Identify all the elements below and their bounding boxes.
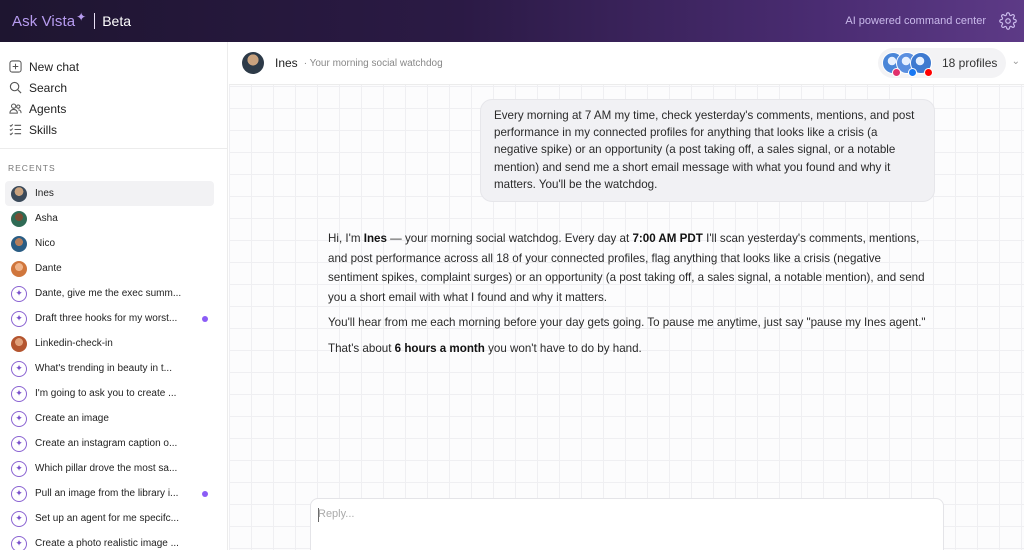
- sparkle-icon: ✦: [11, 436, 27, 452]
- profiles-count: 18 profiles: [942, 56, 998, 70]
- recent-item-ines[interactable]: [5, 181, 214, 206]
- nav-agents[interactable]: [0, 98, 227, 119]
- nav-skills[interactable]: [0, 119, 227, 140]
- recent-label: Dante: [35, 263, 62, 274]
- recent-label: Draft three hooks for my worst...: [35, 313, 178, 324]
- recent-chat-item[interactable]: [5, 406, 214, 431]
- agent-name-bold: Ines: [363, 232, 387, 245]
- profiles-selector[interactable]: [878, 48, 1020, 78]
- recent-item-asha[interactable]: [5, 206, 214, 231]
- chat-area: [229, 42, 1024, 550]
- sparkle-icon: ✦: [11, 411, 27, 427]
- unread-dot: [202, 491, 208, 497]
- recent-item-linkedin-check-in[interactable]: [5, 331, 214, 356]
- nav-label: New chat: [29, 59, 80, 74]
- avatar: [11, 236, 27, 252]
- recent-label: Ines: [35, 188, 54, 199]
- assistant-paragraph: [328, 339, 928, 359]
- recent-label: I'm going to ask you to create ...: [35, 388, 177, 399]
- user-message: Every morning at 7 AM my time, check yesterday's comments, mentions, and post performance in my connected profiles for anything that looks like a crisis (a negative spike) or an opportunity (a post taking off, a sales signal, or a notable mention) and send me a short email message with what you found and why it matters. You'll be the watchdog.: [480, 99, 935, 202]
- nav-new-chat[interactable]: [0, 56, 227, 77]
- unread-dot: [202, 316, 208, 322]
- sparkle-icon: ✦: [11, 361, 27, 377]
- agents-icon: [9, 102, 22, 115]
- text-span: I'll scan yesterday's comments, mentions, and post performance across all 18 of your connected profiles, flag anything that looks like a crisis (negative sentiment spikes, complaint surges) or an opportunity (a post taking off, a sales signal, a notable mention), and send you a short email with what I found and why it matters.: [328, 232, 925, 304]
- text-span: you won't have to do by hand.: [484, 341, 642, 355]
- instagram-icon: [892, 68, 901, 77]
- nav-label: Agents: [29, 101, 67, 116]
- time-saved: 6 hours a month: [394, 341, 485, 355]
- recent-chat-item[interactable]: [5, 356, 214, 381]
- recent-chat-item[interactable]: [5, 431, 214, 456]
- gear-icon[interactable]: [998, 11, 1018, 31]
- sparkle-icon: ✦: [11, 386, 27, 402]
- recent-label: Nico: [35, 238, 56, 249]
- sparkle-icon: ✦: [11, 286, 27, 302]
- sparkle-icon: ✦: [11, 311, 27, 327]
- recent-label: Pull an image from the library i...: [35, 488, 179, 499]
- sparkle-icon: ✦: [11, 511, 27, 527]
- avatar: [11, 336, 27, 352]
- profile-avatars: [880, 48, 938, 78]
- youtube-icon: [924, 68, 933, 77]
- text-span: Hi, I'm: [328, 232, 364, 245]
- chevron-down-icon[interactable]: ⌄: [1011, 56, 1020, 67]
- sparkle-icon: ✦: [76, 10, 87, 24]
- nav-label: Search: [29, 80, 68, 95]
- chat-header: [229, 42, 1024, 85]
- recent-label: Create a photo realistic image ...: [35, 538, 179, 549]
- recent-chat-item[interactable]: [5, 281, 214, 306]
- recent-label: Dante, give me the exec summ...: [35, 288, 182, 299]
- search-icon: [9, 81, 22, 94]
- brand-divider: [94, 13, 95, 29]
- avatar: [242, 52, 264, 74]
- recent-label: Create an image: [35, 413, 109, 424]
- sidebar-nav: [0, 42, 227, 149]
- tagline: AI powered command center: [845, 15, 986, 27]
- sparkle-icon: ✦: [11, 486, 27, 502]
- nav-search[interactable]: [0, 77, 227, 98]
- recent-label: What's trending in beauty in t...: [35, 363, 172, 374]
- recent-chat-item[interactable]: [5, 306, 214, 331]
- facebook-icon: [908, 68, 917, 77]
- nav-label: Skills: [29, 122, 58, 137]
- recent-label: Asha: [35, 213, 58, 224]
- recent-chat-item[interactable]: [5, 506, 214, 531]
- recent-label: Create an instagram caption o...: [35, 438, 178, 449]
- text-span: — your morning social watchdog. Every day at: [386, 232, 633, 245]
- recent-chat-item[interactable]: [5, 381, 214, 406]
- sidebar: [0, 42, 228, 550]
- recent-label: Linkedin-check-in: [35, 338, 113, 349]
- recent-label: Which pillar drove the most sa...: [35, 463, 178, 474]
- beta-label: Beta: [102, 13, 132, 29]
- skills-icon: [9, 123, 22, 136]
- assistant-message: [328, 229, 928, 364]
- recents-heading: RECENTS: [8, 163, 56, 173]
- sparkle-icon: ✦: [11, 461, 27, 477]
- brand-name: Ask Vista: [12, 12, 76, 30]
- reply-box[interactable]: [310, 498, 944, 550]
- agent-name: Ines: [275, 56, 298, 70]
- recent-chat-item[interactable]: [5, 531, 214, 550]
- avatar: [11, 211, 27, 227]
- recent-item-dante[interactable]: [5, 256, 214, 281]
- avatar: [11, 261, 27, 277]
- sparkle-icon: ✦: [11, 536, 27, 550]
- schedule-time: 7:00 AM PDT: [632, 232, 703, 245]
- recent-label: Set up an agent for me specifc...: [35, 513, 179, 524]
- reply-input[interactable]: [318, 508, 918, 520]
- agent-subtitle: · Your morning social watchdog: [303, 57, 443, 69]
- recents-list: [0, 181, 227, 550]
- top-bar: [0, 0, 1024, 42]
- assistant-paragraph: [328, 229, 928, 307]
- brand-logo[interactable]: [12, 10, 132, 30]
- assistant-paragraph: You'll hear from me each morning before your day gets going. To pause me anytime, just say "pause my Ines agent.": [328, 316, 926, 329]
- recent-chat-item[interactable]: [5, 456, 214, 481]
- new-chat-icon: [9, 60, 22, 73]
- recent-item-nico[interactable]: [5, 231, 214, 256]
- avatar: [11, 186, 27, 202]
- text-span: That's about: [328, 341, 395, 355]
- recent-chat-item[interactable]: [5, 481, 214, 506]
